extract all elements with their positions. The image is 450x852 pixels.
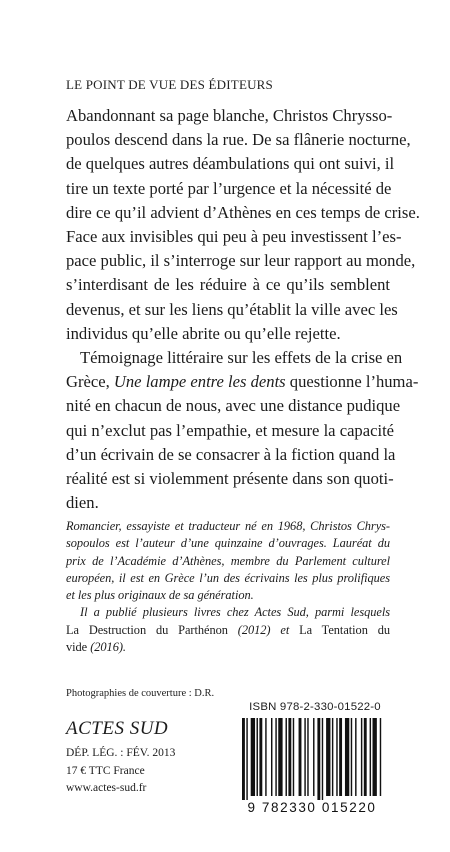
barcode-bar: [339, 718, 342, 796]
author-bio: [66, 518, 390, 656]
text-line: de quelques autres déambulations qui ont suivi, il: [66, 154, 395, 174]
price: 17 € TTC France: [66, 764, 145, 777]
bio-line: européen, il est en Grèce l’un des écrivains les plus prolifiques: [66, 570, 390, 585]
books-line: Il a publié plusieurs livres chez Actes Sud, parmi lesquels: [80, 605, 390, 620]
book-title: Une lampe entre les dents: [113, 372, 286, 392]
text-line: devenus, et sur les liens qu’établit la ville avec les: [66, 299, 398, 319]
books-line: vide (2016).: [66, 640, 126, 655]
text-line: Témoignage littéraire sur les effets de la crise en: [80, 348, 403, 368]
barcode-bar: [364, 718, 367, 796]
book-title: La Tentation du: [299, 622, 391, 637]
barcode-bar: [307, 718, 308, 796]
publisher-name: ACTES SUD: [66, 718, 169, 739]
barcode-bar: [355, 718, 356, 796]
text-line: tire un texte porté par l’urgence et la nécessité de: [66, 178, 392, 198]
barcode-bar: [278, 718, 282, 796]
barcode-bar: [361, 718, 362, 796]
text-line: Face aux invisibles qui peu à peu investissent l’es-: [66, 227, 402, 247]
barcode-bar: [304, 718, 305, 796]
barcode-bar: [345, 718, 349, 796]
bio-line: et les plus originaux de sa génération.: [66, 588, 254, 603]
barcode-bar: [286, 718, 287, 796]
barcode-bar: [322, 718, 323, 800]
barcode-bar: [299, 718, 302, 796]
bio-line: sopoulos est l’auteur d’une quinzaine d’ouvrages. Lauréat du: [66, 536, 390, 551]
barcode-digits: 9 782330 015220: [247, 800, 377, 815]
legal-deposit: DÉP. LÉG. : FÉV. 2013: [66, 747, 176, 759]
barcode-bar: [246, 718, 247, 800]
bio-line: prix de l’Académie d’Athènes, membre du Parlement culturel: [66, 553, 390, 568]
barcode-bar: [259, 718, 262, 796]
publication-info: [66, 745, 175, 798]
text-line: dire ce qu’il advient d’Athènes en ces temps de crise.: [66, 202, 420, 222]
website-link[interactable]: www.actes-sud.fr: [66, 782, 147, 794]
text-line: dien.: [66, 493, 99, 513]
barcode-bar: [370, 718, 371, 796]
barcode-bar: [380, 718, 381, 796]
barcode-bar: [251, 718, 255, 796]
barcode-bar: [326, 718, 330, 796]
barcode: [232, 716, 392, 815]
book-title: vide: [66, 640, 88, 655]
barcode-bar: [265, 718, 266, 796]
section-heading: LE POINT DE VUE DES ÉDITEURS: [66, 77, 273, 92]
text-line: individus qu’elle abrite ou qu’elle rejette.: [66, 323, 341, 343]
isbn-label: ISBN 978-2-330-01522-0: [249, 701, 381, 713]
text-line: nité en chacun de nous, avec une distance pudique: [66, 396, 401, 416]
book-title: La Destruction du Parthénon: [66, 622, 228, 637]
text-line: qui n’exclut pas l’empathie, et mesure la capacité: [66, 420, 395, 440]
text-line: Abandonnant sa page blanche, Christos Chrysso-: [66, 106, 393, 125]
paragraph-2: [66, 346, 419, 515]
barcode-bar: [288, 718, 291, 796]
barcode-bar: [271, 718, 272, 796]
text-line: Grèce, Une lampe entre les dents questionne l’huma-: [66, 372, 419, 392]
barcode-bar: [257, 718, 258, 796]
bio-line: Romancier, essayiste et traducteur né en 1968, Christos Chrys-: [66, 519, 390, 533]
text-line: réalité est si violemment présente dans son quoti-: [66, 469, 394, 489]
text-line: pace public, il s’interroge sur leur rapport au monde,: [66, 251, 416, 271]
barcode-bar: [313, 718, 314, 796]
text-line: poulos descend dans la rue. De sa flânerie nocturne,: [66, 130, 411, 150]
editor-text: [66, 104, 420, 515]
barcode-bar: [351, 718, 352, 796]
barcode-bars: [232, 716, 392, 800]
barcode-bar: [275, 718, 276, 796]
text-line: s’interdisant de les réduire à ce qu’ils semblent: [66, 275, 390, 295]
barcode-bar: [336, 718, 337, 796]
paragraph-1: [66, 104, 420, 346]
books-line: La Destruction du Parthénon (2012) et La Tentation du: [66, 622, 391, 637]
barcode-bar: [242, 718, 245, 800]
text-line: d’un écrivain de se consacrer à la fiction quand la: [66, 444, 396, 464]
photo-credit: Photographies de couverture : D.R.: [66, 688, 215, 699]
barcode-bar: [332, 718, 333, 796]
barcode-bar: [293, 718, 294, 796]
barcode-bar: [317, 718, 320, 800]
barcode-bar: [373, 718, 377, 796]
